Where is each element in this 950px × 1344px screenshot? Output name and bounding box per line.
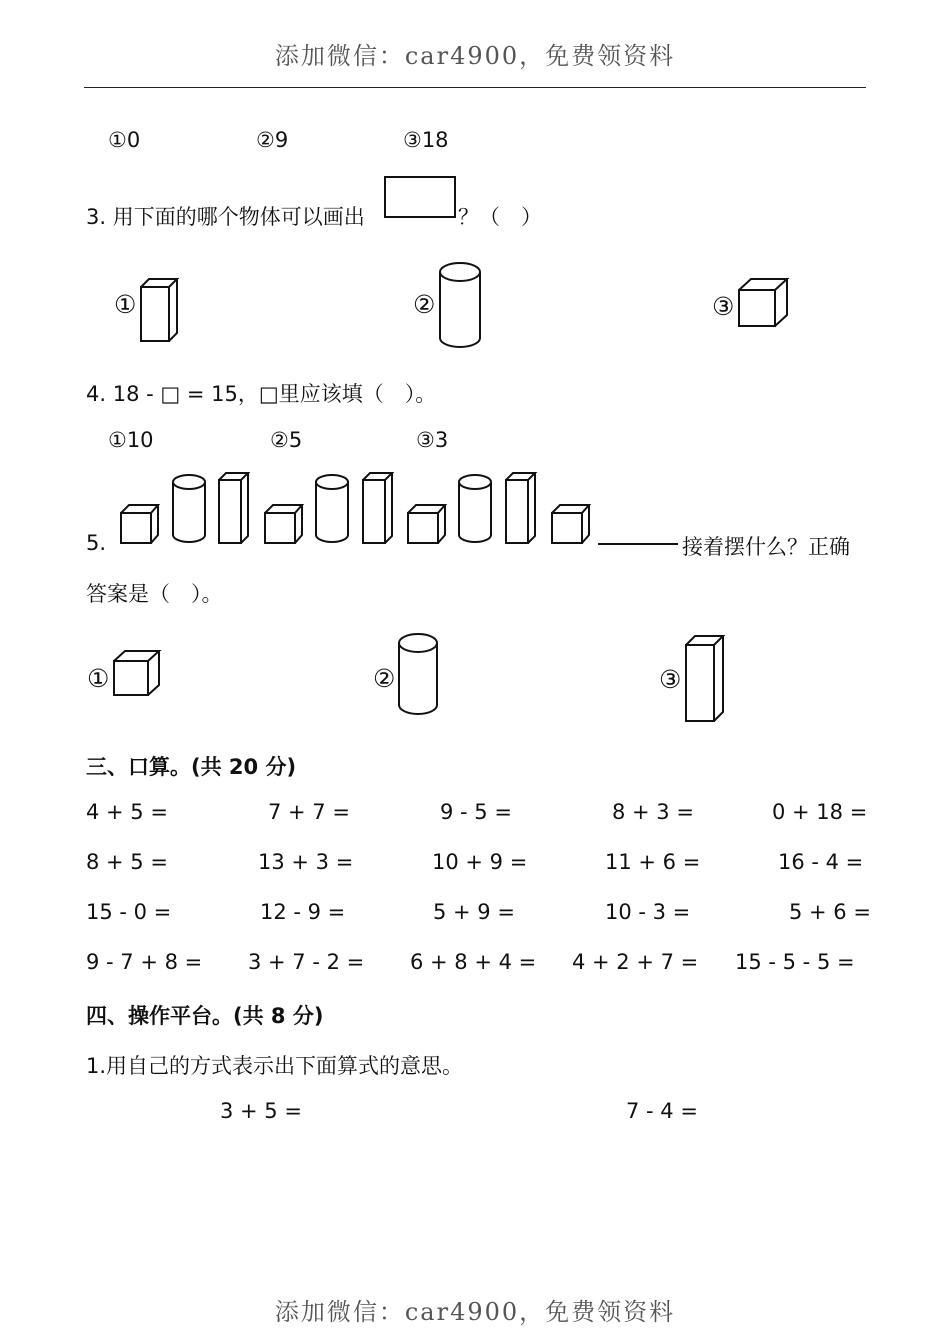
sequence-cube-icon xyxy=(551,504,591,584)
q5-marker-1: ① xyxy=(87,664,110,693)
q4-option-1: ①10 xyxy=(108,428,154,452)
section4-title: 四、操作平台。(共 8 分) xyxy=(86,1004,324,1028)
rectangle-icon xyxy=(384,176,456,218)
footer-watermark: 添加微信：car4900，免费领资料 xyxy=(274,1298,676,1326)
q4-prompt: 4. 18 - □ = 15，□里应该填（ ）。 xyxy=(86,382,437,406)
q3-marker-1: ① xyxy=(114,290,137,319)
calc-item: 16 - 4 = xyxy=(778,850,864,874)
q4-option-2: ②5 xyxy=(270,428,303,452)
q2-option-1: ①0 xyxy=(108,128,141,152)
calc-item: 15 - 5 - 5 = xyxy=(735,950,855,974)
sequence-cube-icon xyxy=(407,504,447,584)
cube-icon xyxy=(738,278,790,328)
q5-number: 5. xyxy=(86,531,107,555)
tall-box-icon xyxy=(140,278,180,342)
section4-q1: 1.用自己的方式表示出下面算式的意思。 xyxy=(86,1054,464,1078)
expression-2: 7 - 4 = xyxy=(626,1099,698,1123)
cube-icon xyxy=(113,650,161,696)
calc-item: 5 + 6 = xyxy=(789,900,871,924)
calc-item: 10 - 3 = xyxy=(605,900,691,924)
cylinder-icon xyxy=(398,633,442,717)
tall-box-icon xyxy=(685,635,725,723)
calc-item: 11 + 6 = xyxy=(605,850,701,874)
q3-suffix: ？（ ） xyxy=(458,205,542,229)
sequence-cylinder-icon xyxy=(172,474,212,554)
expression-1: 3 + 5 = xyxy=(220,1099,302,1123)
calc-item: 10 + 9 = xyxy=(432,850,528,874)
q4-option-3: ③3 xyxy=(416,428,449,452)
calc-item: 9 - 5 = xyxy=(440,800,512,824)
q3-marker-2: ② xyxy=(413,290,436,319)
sequence-cylinder-icon xyxy=(315,474,355,554)
calc-item: 8 + 5 = xyxy=(86,850,168,874)
calc-item: 7 + 7 = xyxy=(268,800,350,824)
section3-title: 三、口算。(共 20 分) xyxy=(86,755,297,779)
sequence-tall-box-icon xyxy=(218,472,258,552)
calc-item: 0 + 18 = xyxy=(772,800,868,824)
sequence-cylinder-icon xyxy=(458,474,498,554)
calc-item: 9 - 7 + 8 = xyxy=(86,950,203,974)
sequence-tall-box-icon xyxy=(505,472,545,552)
q2-option-2: ②9 xyxy=(256,128,289,152)
q3-prompt: 3. 用下面的哪个物体可以画出 xyxy=(86,205,365,229)
q5-line-suffix: 接着摆什么？正确 xyxy=(682,535,850,559)
calc-item: 5 + 9 = xyxy=(433,900,515,924)
sequence-tall-box-icon xyxy=(362,472,402,552)
sequence-cube-icon xyxy=(120,504,160,584)
calc-item: 3 + 7 - 2 = xyxy=(248,950,365,974)
q5-marker-3: ③ xyxy=(659,665,682,694)
q3-marker-3: ③ xyxy=(712,292,735,321)
calc-item: 15 - 0 = xyxy=(86,900,172,924)
sequence-cube-icon xyxy=(264,504,304,584)
q5-marker-2: ② xyxy=(373,664,396,693)
q5-line2: 答案是（ ）。 xyxy=(86,582,223,606)
q2-option-3: ③18 xyxy=(403,128,449,152)
calc-item: 4 + 5 = xyxy=(86,800,168,824)
calc-item: 8 + 3 = xyxy=(612,800,694,824)
calc-item: 13 + 3 = xyxy=(258,850,354,874)
calc-item: 6 + 8 + 4 = xyxy=(410,950,537,974)
calc-item: 4 + 2 + 7 = xyxy=(572,950,699,974)
cylinder-icon xyxy=(439,262,483,350)
q5-answer-line xyxy=(598,543,678,545)
header-divider xyxy=(84,87,866,88)
header-watermark: 添加微信：car4900，免费领资料 xyxy=(274,42,676,70)
calc-item: 12 - 9 = xyxy=(260,900,346,924)
